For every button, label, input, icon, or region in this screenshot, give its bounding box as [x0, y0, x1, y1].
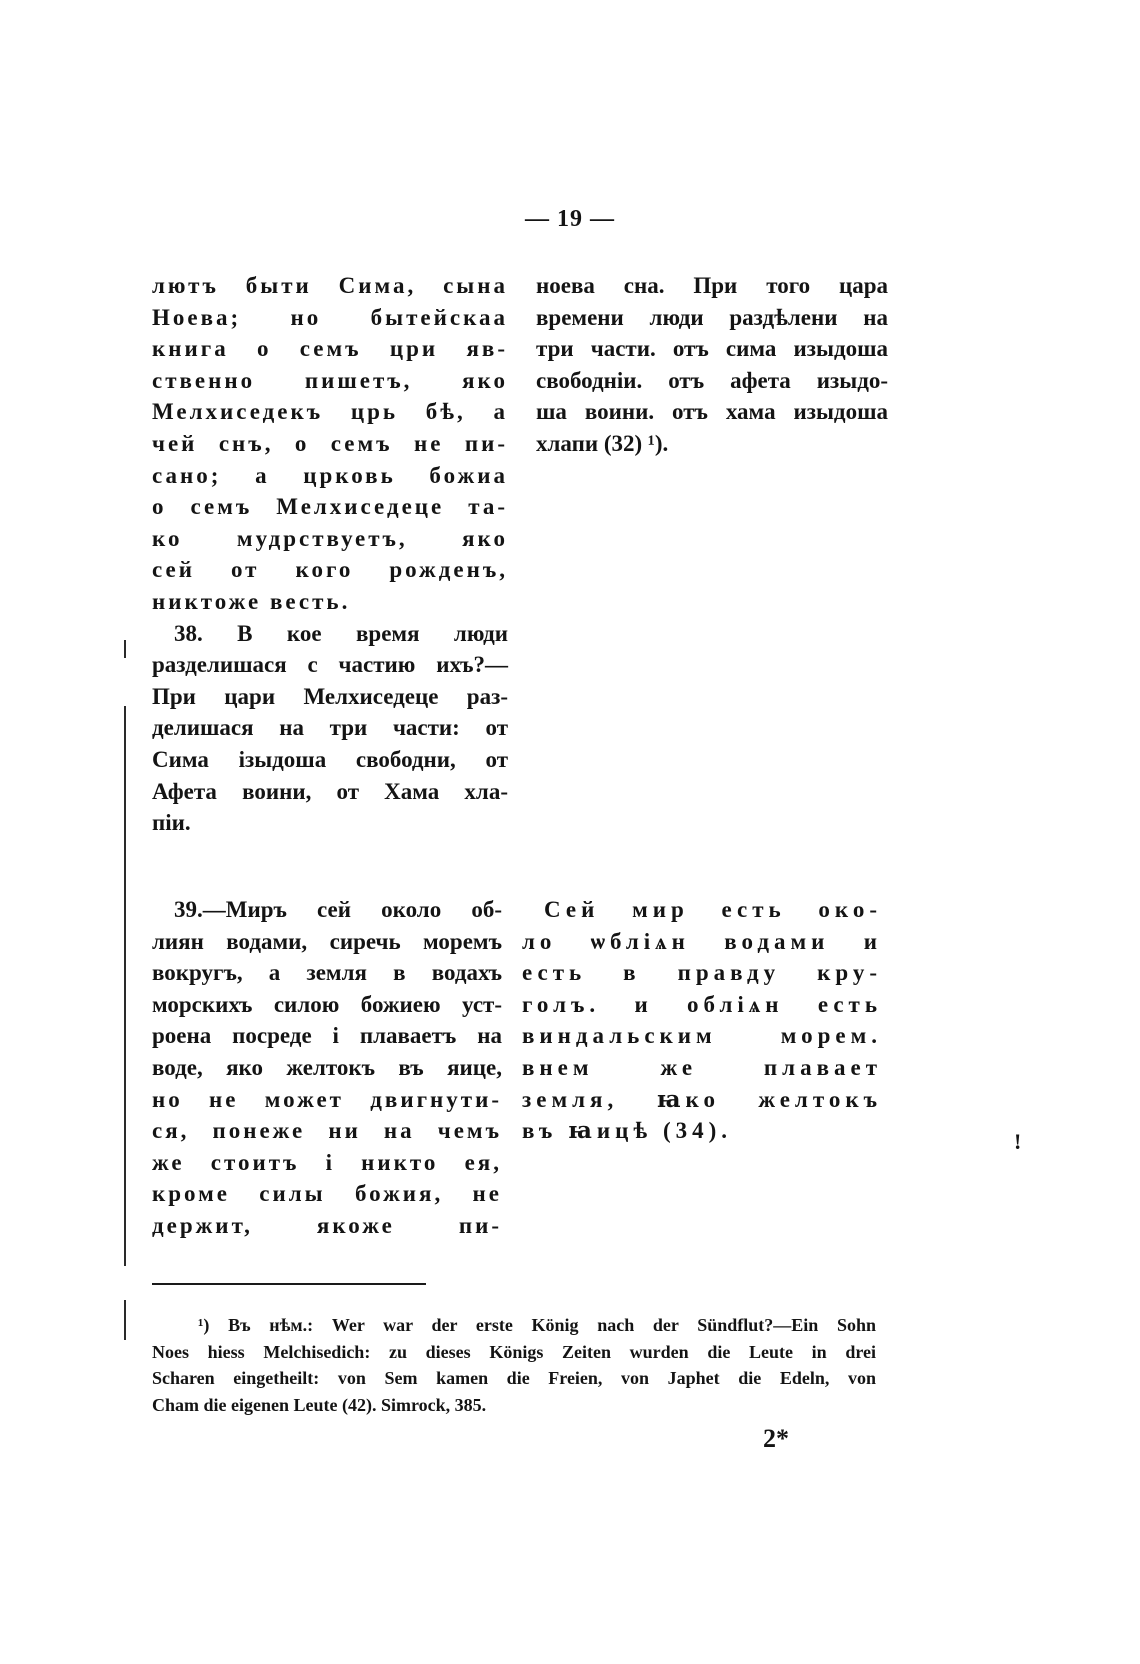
text-line: никтоже весть.	[152, 588, 351, 614]
text-line: ло ѡбліѧн водами и	[522, 928, 882, 954]
text-line: 38. В кое время люди	[174, 620, 508, 646]
footnote	[152, 1312, 876, 1418]
right-column-bottom	[522, 894, 882, 1147]
text-line: Сима ізыдоша свободни, от	[152, 746, 508, 772]
text-line: воде, яко желтокъ въ яице,	[152, 1054, 502, 1080]
text-line: ша воини. отъ хама изыдоша	[536, 399, 888, 425]
text-line: разделишася с частию ихъ?—	[152, 652, 508, 678]
page-number: — 19 —	[525, 206, 615, 232]
margin-rule	[124, 1300, 126, 1340]
footnote-line: ¹) Въ нѣм.: Wer war der erste König nach der Sündflut?—Ein Sohn	[198, 1315, 876, 1335]
text-line: сей от кого рожденъ,	[152, 557, 508, 583]
text-line: виндальским морем.	[522, 1023, 882, 1049]
footnote-line: Scharen eingetheilt: von Sem kamen die Freien, von Japhet die Edeln, von	[152, 1368, 876, 1388]
left-column-bottom	[152, 894, 502, 1242]
text-line: ко мудрствуетъ, яко	[152, 525, 508, 551]
text-line: есть в правду кру-	[522, 960, 882, 986]
text-line: земля, ꙗко желтокъ	[522, 1086, 882, 1112]
left-column-top	[152, 270, 508, 839]
margin-rule	[124, 640, 126, 658]
margin-rule	[124, 706, 126, 1266]
text-line: піи.	[152, 810, 191, 836]
text-line: ственно пишетъ, яко	[152, 367, 508, 393]
text-line: ся, понеже ни на чемъ	[152, 1118, 502, 1144]
text-line: лютъ быти Сима, сына	[152, 273, 508, 298]
text-line: три части. отъ сима изыдоша	[536, 336, 888, 362]
text-line: вокругъ, а земля в водахъ	[152, 960, 502, 986]
text-line: делишася на три части: от	[152, 715, 508, 741]
text-line: внем же плавает	[522, 1054, 882, 1080]
signature-mark: 2*	[763, 1424, 789, 1453]
footnote-separator	[152, 1283, 426, 1285]
text-line: хлапи (32) ¹).	[536, 430, 669, 456]
right-column-top	[536, 270, 888, 460]
text-line: кроме силы божия, не	[152, 1181, 502, 1207]
text-line: чей снъ, о семъ не пи-	[152, 430, 508, 456]
text-line: При цари Мелхиседеце раз-	[152, 683, 508, 709]
text-line: 39.—Миръ сей около об-	[174, 897, 502, 922]
text-line: Ноева; но бытейскаа	[152, 304, 508, 330]
text-line: о семъ Мелхиседеце та-	[152, 494, 508, 520]
footnote-line: Noes hiess Melchisedich: zu dieses Königs Zeiten wurden die Leute in drei	[152, 1341, 876, 1362]
text-line: книга о семъ цри яв-	[152, 336, 508, 362]
text-line: Афета воини, от Хама хла-	[152, 778, 508, 804]
text-line: роена посреде і плаваетъ на	[152, 1023, 502, 1049]
text-line: морскихъ силою божиею уст-	[152, 991, 502, 1017]
text-line: свободніи. отъ афета изыдо-	[536, 367, 888, 393]
footnote-line: Cham die eigenen Leute (42). Simrock, 385.	[152, 1394, 487, 1415]
text-line: ноева сна. При того цара	[536, 273, 888, 298]
stray-mark: !	[1014, 1129, 1022, 1154]
text-line: голъ. и обліѧн есть	[522, 991, 882, 1017]
text-line: въ ꙗицѣ (34).	[522, 1118, 733, 1144]
text-line: времени люди раздѣлени на	[536, 304, 888, 330]
text-line: Мелхиседекъ црь бѣ, а	[152, 399, 508, 425]
text-line: же стоитъ і никто ея,	[152, 1149, 502, 1175]
text-line: Сей мир есть око-	[544, 897, 882, 922]
text-line: лиян водами, сиречь моремъ	[152, 928, 502, 954]
text-line: но не может двигнути-	[152, 1086, 502, 1112]
text-line: сано; а црковь божиа	[152, 462, 508, 488]
text-line: держит, якоже пи-	[152, 1212, 502, 1238]
